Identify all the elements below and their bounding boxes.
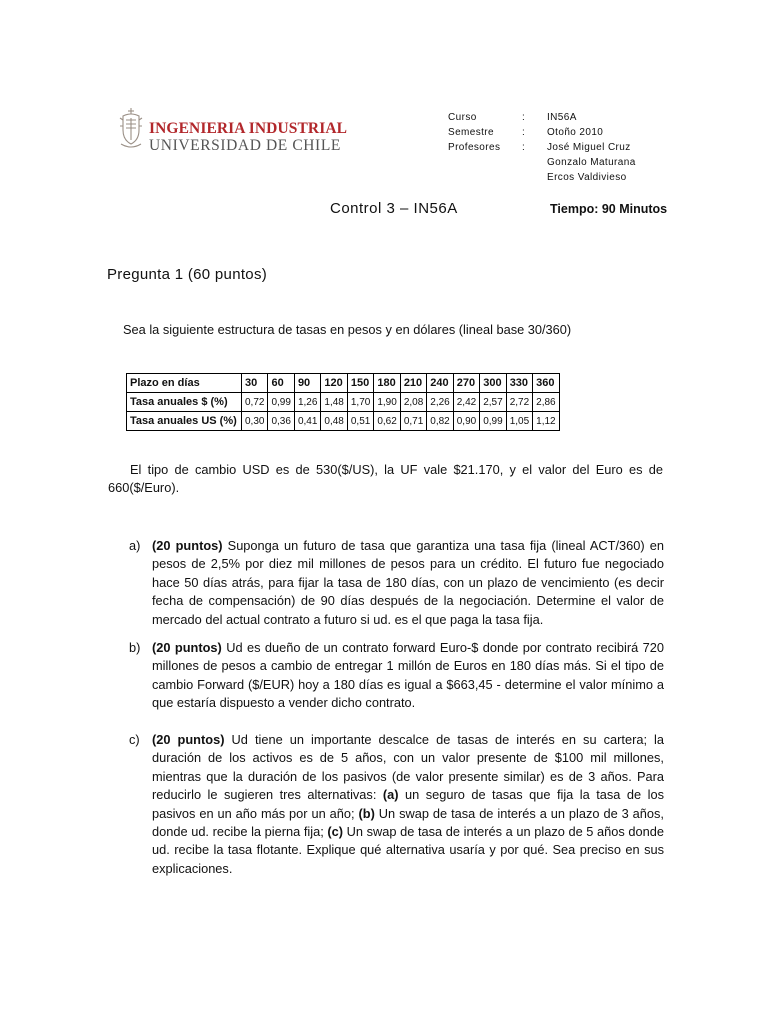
- table-header-cell: 210: [400, 374, 426, 393]
- logo-line-2: UNIVERSIDAD DE CHILE: [149, 137, 341, 154]
- course-info-value: Otoño 2010: [547, 127, 604, 138]
- question-item-a: [129, 537, 664, 632]
- table-header-cell: 120: [321, 374, 347, 393]
- table-cell: 2,86: [533, 393, 559, 412]
- item-text: [152, 731, 664, 878]
- item-text-segment: pasivos en un año más por un año;: [152, 805, 355, 821]
- table-cell: 2,42: [453, 393, 479, 412]
- item-text-segment: reducirlo le sugieren tres alternativas:: [152, 787, 377, 803]
- university-logo: [118, 106, 348, 156]
- table-header-cell: 360: [533, 374, 559, 393]
- course-info-sep: :: [522, 142, 526, 153]
- table-cell: 2,08: [400, 393, 426, 412]
- option-b-marker: (b): [358, 805, 375, 821]
- course-info-value: Gonzalo Maturana: [547, 157, 636, 168]
- item-line: pesos de 2,5% por diez mil millones de pesos para un crédito. El futuro fue negociado: [152, 556, 664, 572]
- table-header-cell: 240: [427, 374, 453, 393]
- table-cell: 1,26: [294, 393, 320, 412]
- table-header-label: Plazo en días: [127, 374, 242, 393]
- table-cell: 1,05: [506, 412, 532, 431]
- item-line: mientras que la duración de los pasivos (de valor presente similar) es de 3 años. Para: [152, 768, 664, 784]
- intro-text: Sea la siguiente estructura de tasas en pesos y en dólares (lineal base 30/360): [123, 322, 572, 337]
- table-cell: 0,71: [400, 412, 426, 431]
- item-line: [152, 786, 664, 804]
- course-info-key: Curso: [448, 112, 477, 123]
- table-row-label: Tasa anuales $ (%): [127, 393, 242, 412]
- item-text-segment: Un swap de tasa de interés a un plazo de 3 años,: [378, 805, 664, 821]
- table-cell: 2,57: [480, 393, 506, 412]
- table-cell: 0,51: [347, 412, 373, 431]
- table-header-cell: 90: [294, 374, 320, 393]
- course-info-sep: :: [522, 127, 526, 138]
- item-marker: b): [129, 640, 141, 655]
- table-row: [127, 393, 560, 412]
- item-first-text: Ud es dueño de un contrato forward Euro-$ donde por contrato recibirá 720: [226, 640, 664, 655]
- rates-table: [126, 373, 560, 431]
- table-header-cell: 270: [453, 374, 479, 393]
- item-marker: c): [129, 732, 140, 747]
- table-cell: 0,41: [294, 412, 320, 431]
- course-info-value: José Miguel Cruz: [547, 142, 631, 153]
- table-header-cell: 300: [480, 374, 506, 393]
- item-line: [152, 805, 664, 823]
- table-cell: 0,82: [427, 412, 453, 431]
- option-c-marker: (c): [327, 824, 344, 840]
- course-info-key: Profesores: [448, 142, 501, 153]
- table-header-cell: 150: [347, 374, 373, 393]
- item-line: explicaciones.: [152, 860, 233, 876]
- item-text: [152, 639, 664, 713]
- item-first-text: Suponga un futuro de tasa que garantiza una tasa fija (lineal ACT/360) en: [227, 538, 664, 553]
- item-text-segment: donde ud. recibe la pierna fija;: [152, 824, 324, 840]
- table-cell: 0,48: [321, 412, 347, 431]
- item-line: fecha de compensación) de 90 días después de la negociación. Determine el valor de: [152, 593, 664, 609]
- table-cell: 0,99: [268, 393, 294, 412]
- table-cell: 0,62: [374, 412, 400, 431]
- table-header-cell: 60: [268, 374, 294, 393]
- question-title: Pregunta 1 (60 puntos): [107, 266, 268, 283]
- item-text-segment: un seguro de tasas que fija la tasa de los: [405, 787, 664, 803]
- item-points: (20 puntos): [152, 732, 225, 747]
- table-cell: 2,72: [506, 393, 532, 412]
- logo-line-1: INGENIERIA INDUSTRIAL: [149, 120, 348, 137]
- item-line: [152, 823, 664, 841]
- table-row: [127, 412, 560, 431]
- item-line: cambio Forward ($/EUR) hoy a 180 días es igual a $663,45 - determine el valor mínimo a: [152, 676, 664, 692]
- item-line: duración de los activos es de 5 años, con un valor presente de $100 mil millones,: [152, 750, 664, 766]
- question-item-b: [129, 639, 664, 715]
- university-crest-icon: [118, 106, 144, 152]
- table-cell: 0,30: [242, 412, 268, 431]
- paragraph-line: El tipo de cambio USD es de 530($/US), la UF vale $21.170, y el valor del Euro es de: [130, 462, 663, 477]
- course-info-value: IN56A: [547, 112, 577, 123]
- table-cell: 0,99: [480, 412, 506, 431]
- item-line: que estaría dispuesto a vender dicho contrato.: [152, 695, 416, 711]
- table-cell: 2,26: [427, 393, 453, 412]
- item-points: (20 puntos): [152, 538, 223, 553]
- table-cell: 1,48: [321, 393, 347, 412]
- control-title: Control 3 – IN56A: [330, 200, 458, 217]
- fx-paragraph: [108, 461, 663, 497]
- table-cell: 1,12: [533, 412, 559, 431]
- item-line: [152, 731, 664, 749]
- table-header-cell: 30: [242, 374, 268, 393]
- item-line: millones de pesos a cambio de entregar 1 millón de Euros en 180 días más. Si el tipo de: [152, 658, 664, 674]
- item-line: [152, 639, 664, 657]
- item-text: [152, 537, 664, 629]
- table-cell: 0,36: [268, 412, 294, 431]
- item-line: mercado del actual contrato a futuro si ud. es el que paga la tasa fija.: [152, 611, 544, 627]
- paragraph-line: 660($/Euro).: [108, 480, 180, 495]
- table-cell: 0,90: [453, 412, 479, 431]
- course-info-key: Semestre: [448, 127, 494, 138]
- course-info-sep: :: [522, 112, 526, 123]
- option-a-marker: (a): [382, 787, 399, 803]
- course-info-value: Ercos Valdivieso: [547, 172, 627, 183]
- time-limit: Tiempo: 90 Minutos: [550, 202, 668, 216]
- question-item-c: [129, 731, 664, 881]
- table-header-cell: 180: [374, 374, 400, 393]
- table-cell: 1,70: [347, 393, 373, 412]
- table-cell: 1,90: [374, 393, 400, 412]
- table-header-cell: 330: [506, 374, 532, 393]
- item-line: [152, 537, 664, 555]
- item-line: ud. recibe la tasa flotante. Explique qué alternativa usaría y por qué. Sea preciso en sus: [152, 842, 664, 858]
- item-marker: a): [129, 538, 141, 553]
- item-line: hace 50 días atrás, para fijar la tasa de 180 días, con un plazo de vencimiento (es decir: [152, 574, 664, 590]
- item-text-segment: Un swap de tasa de interés a un plazo de 5 años donde: [346, 824, 664, 840]
- item-points: (20 puntos): [152, 640, 222, 655]
- item-first-text: Ud tiene un importante descalce de tasas de interés en su cartera; la: [231, 732, 665, 747]
- table-row-label: Tasa anuales US (%): [127, 412, 242, 431]
- table-cell: 0,72: [242, 393, 268, 412]
- table-header-row: [127, 374, 560, 393]
